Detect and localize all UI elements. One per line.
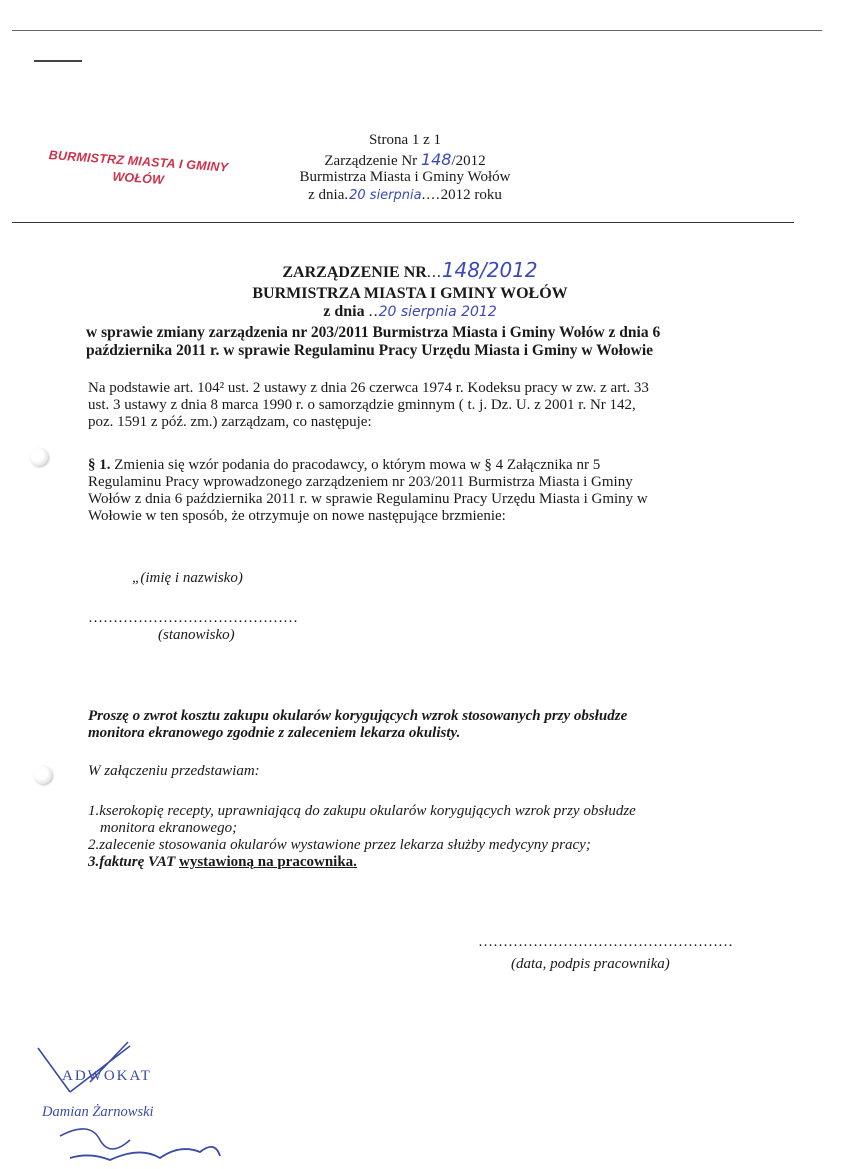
stamp-line-2: WOŁÓW	[112, 169, 165, 188]
attachment-item-3: 3.fakturę VAT wystawioną na pracownika.	[88, 854, 357, 870]
lawyer-name: Damian Żarnowski	[42, 1104, 154, 1120]
document-date-line: z dnia ..20 sierpnia 2012	[323, 303, 497, 320]
punch-hole-bottom	[34, 766, 52, 784]
handwritten-order-number: 148	[420, 150, 452, 169]
page-counter: Strona 1 z 1	[368, 132, 442, 148]
attachment-item-1-cont: monitora ekranowego;	[100, 820, 238, 836]
punch-hole-top	[30, 448, 48, 466]
header-separator	[12, 222, 794, 223]
form-name-label: „(imię i nazwisko)	[132, 570, 243, 586]
form-position-dots: ……………………………………	[88, 610, 298, 626]
form-attachments-header: W załączeniu przedstawiam:	[88, 763, 260, 779]
header-issuer: Burmistrza Miasta i Gminy Wołów	[299, 169, 511, 185]
document-title: ZARZĄDZENIE NR...148/2012	[282, 258, 538, 282]
paragraph-1: § 1. Zmienia się wzór podania do pracodawcy, o którym mowa w § 4 Załącznika nr 5 Regulaminu Pracy wprowadzonego zarządzeniem nr 203/2011 Burmistrza Miasta i Gminy Wołów z dnia 6 października 2011 r. w sprawie Regulaminu Pracy Urzędu Miasta i Gminy w Wołowie w ten sposób, że otrzymuje on nowe następujące brzmienie:	[88, 457, 648, 524]
legal-basis: Na podstawie art. 104² ust. 2 ustawy z dnia 26 czerwca 1974 r. Kodeksu pracy w zw. z art. 33 ust. 3 ustawy z dnia 8 marca 1990 r. o samorządzie gminnym ( t. j. Dz. U. z 2001 r. Nr 142, poz. 1591 z póź. zm.) zarządzam, co następuje:	[88, 380, 649, 430]
lawyer-signature-stroke	[30, 1040, 230, 1165]
top-edge-line	[12, 30, 822, 31]
handwritten-title-number: 148/2012	[441, 258, 538, 282]
form-position-label: (stanowisko)	[158, 627, 235, 643]
subject-line-1: w sprawie zmiany zarządzenia nr 203/2011 Burmistrza Miasta i Gminy Wołów z dnia 6	[86, 324, 661, 341]
attachment-item-2: 2.zalecenie stosowania okularów wystawione przez lekarza służby medycyny pracy;	[88, 837, 591, 853]
attachment-item-1: 1.kserokopię recepty, uprawniającą do zakupu okularów korygujących wzrok przy obsłudze	[88, 803, 636, 819]
subject-line-2: października 2011 r. w sprawie Regulaminu Pracy Urzędu Miasta i Gminy w Wołowie	[86, 342, 654, 359]
document-issuer-title: BURMISTRZA MIASTA I GMINY WOŁÓW	[252, 285, 568, 302]
form-attachments-list	[88, 803, 728, 871]
header-order-line: Zarządzenie Nr 148/2012	[324, 150, 486, 169]
mayor-stamp	[47, 148, 249, 193]
signature-dots: ……………………………………………	[478, 934, 733, 950]
lawyer-title: ADWOKAT	[62, 1068, 152, 1084]
handwritten-title-date: 20 sierpnia 2012	[378, 304, 497, 320]
stamp-line-1: BURMISTRZ MIASTA I GMINY	[48, 148, 229, 175]
header-date-line: z dnia.20 sierpnia....2012 roku	[308, 187, 502, 203]
signature-label: (data, podpis pracownika)	[511, 956, 670, 972]
form-request: Proszę o zwrot kosztu zakupu okularów korygujących wzrok stosowanych przy obsłudze monitora ekranowego zgodnie z zaleceniem lekarza okulisty.	[88, 708, 628, 741]
handwritten-header-date: 20 sierpnia	[349, 188, 422, 203]
top-left-dash	[34, 60, 82, 62]
